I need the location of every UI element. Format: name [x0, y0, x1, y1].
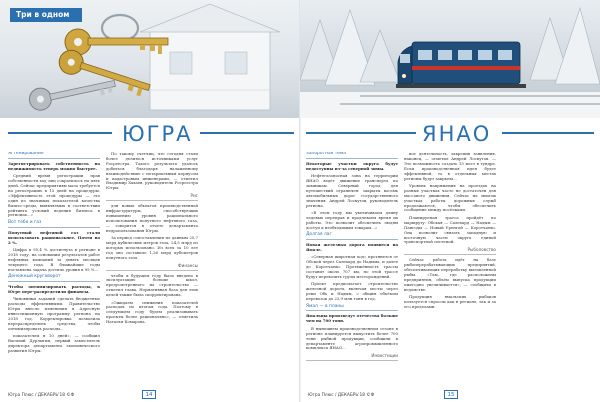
page-footer [0, 390, 300, 400]
body-paragraph: Средний время регистрации прав собственности ход лиц сократилось на пять дней. Сейчас предприятиям мало требуется на регистрацию в 15 дней на процедуры. «Эффективность этой процедуры — это один из значимых показателей качества бизнес-среды, выявляемых в соответствии рейтинга условий ведения бизнеса в регионах...» [8, 173, 100, 218]
region-banner-left [0, 118, 300, 148]
page-number: 14 [142, 390, 156, 399]
article-column [404, 152, 496, 388]
article-lead: Ямальцы произведут отечества больше чем на 700 тонн. [306, 313, 398, 324]
section-rubric: Инвестиции [306, 354, 398, 361]
body-paragraph: В нынешнем производственном сезоне в регионе планируется выпустить более 700 тонн рыбной продукции, сообщили в департаменте агропромышленного комплекса ЯНАО... [306, 325, 398, 351]
footer-info: Югра Плюс / ДЕКАБРЬ'18 ©Ф [308, 393, 375, 398]
page-right [300, 0, 600, 402]
section-rubric: Денежный круговорот [8, 275, 100, 282]
section-rubric: Ямал — в планы [306, 305, 398, 312]
article-column [204, 152, 296, 388]
section-tag: Три в одном [10, 8, 82, 22]
banner-line [306, 132, 416, 134]
body-paragraph: Планируемая трасса пройдёт по маршруту: Обская — Салехард — Надым — Пангоды — Новый Уренгой — Коротчаево. Она позволит связать западную и восточную части округа единой транспортной системой. [404, 214, 496, 245]
body-paragraph: «Ожидаем снижения показателей расходов по итогам года. Поэтому в следующем году будем реализовывать проекты более рационально», — отметила Наталья Комарова. [106, 299, 198, 325]
train-photo [300, 0, 600, 118]
region-title: ЮГРА [122, 122, 193, 146]
section-rubric: Вот тебе и газ [8, 221, 100, 228]
body-paragraph: «В этом году мы увеличиваем длину ледовых переправ и продлеваем время их работы. Это позволит обеспечить людям доступ к необходимым товарам...» [306, 210, 398, 230]
body-paragraph: показателем в 10 дней», — сообщил Василий Дурлыгин, первый заместитель директора департамента экономического развития Югры. [8, 333, 100, 353]
article-column [8, 152, 100, 388]
article-lead: Попутный нефтяной газ стали использовать рациональнее. Почти на 2 %. [8, 229, 100, 245]
body-paragraph: Проект предполагает строительство железной дороги, включая мосты через реки Обь и Надым, с общим объёмом перевозок до 23,9 млн тонн в год. [306, 281, 398, 302]
section-rubric: Рыболовство [404, 248, 496, 255]
article-column [106, 152, 198, 388]
body-paragraph: Нефтегазоносная зона на территории ЯНАО ведёт движение транспорта по зимникам. Северный город для путешествий ограничен: закрыты восемь автомобильных дорог государственного значения. Андрей Лоскутов, руководитель региона. [306, 173, 398, 208]
body-paragraph: Цифра в 95,4 % достигнута в регионе в 2018 году, на основании результатов работ нефтяных компаний за девять месяцев текущего года. В ближайшие годы поставлена задача достичь уровня в 95 %... [8, 247, 100, 272]
winter-train-illustration [300, 0, 600, 118]
banner-line [200, 132, 294, 134]
page-footer [300, 390, 600, 400]
body-paragraph: вое деятельность, закрепив заявления, наконец, — отметил Андрей Лоскутов. — Это возможность создать 15 мест в тундре. Если производственная идея будет эффективной, то в отдельных местах регионы будут закрыты... [404, 152, 496, 181]
article-lead: Чтобы оптимизировать расходы, в Югре пере-распределили финансы. [8, 283, 100, 294]
body-paragraph: Продукция ямальских рыбаков пользуется спросом как в регионе, так и за его пределами. [404, 294, 496, 309]
article-lead: Некоторые участки округа будут недоступны из-за северной зимы. [306, 160, 398, 171]
article-lead: Зарегистрировать собственность на недвижимость теперь можно быстрее. [8, 160, 100, 171]
body-paragraph: «Северная широтная ход» протянется от Обской через Салехард до Надыма, и далее до Коротчаево. Протяжённость трассы составит около 707 км, по этой трассе будут перевозить грузы месторождений. [306, 254, 398, 280]
body-paragraph: чтобы в будущем году было введено в эксплуатацию больше школ, предусмотренного на строительство — отметил глава. Нормативная база для этих целей также была скорректирована. [106, 272, 198, 298]
article-column [502, 152, 594, 388]
banner-line [8, 132, 112, 134]
section-rubric: Финансы [106, 264, 198, 271]
region-title: ЯНАО [422, 122, 492, 146]
body-paragraph: Уровень напряжения на проездах на разных участках часто не достаточен для массового движения. Сейчас на многих участках работы дорожных служб продолжаются, чтобы обеспечить сообщение между посёлками. [404, 182, 496, 213]
body-paragraph: Чиновники заданий сделать бюджетные расходы эффективными. Правительство Югры внесло изменения в Адресную инвестиционную программу региона на 2018 год. Корректировка позволила перераспределить средства, чтобы оптимизировать расходы... [8, 296, 100, 331]
section-rubric: Запоротная тема [306, 152, 398, 159]
section-rubric: Ягтенирование [8, 152, 100, 159]
body-paragraph: для новых объектов производственной инфраструктуры, способствующих повышению уровня рационального использования попутного нефтяного газа, — говорится в отчете департамента недропользования Югры. [106, 203, 198, 233]
article-lead: Новая железная дорога появится на Ямале. [306, 242, 398, 252]
body-paragraph: За период сопоставления по данным 25,7 млрд кубических метров газа, 24,5 млрд из которых использовано. Из всех за 10 лет год оно составило 1,26 млрд кубометров попутного газа. [106, 235, 198, 260]
section-rubric: Рис [106, 194, 198, 201]
footer-info: Югра Плюс / ДЕКАБРЬ'18 ©Ф [8, 393, 75, 398]
region-banner-right [300, 118, 600, 148]
article-column [306, 152, 398, 388]
banner-line [502, 132, 594, 134]
body-paragraph: По такому счетчиц, что сегодня стали более делиться источниками услуг Росреестра. Такого результата удалось добиться благодаря налаженному взаимодействию с нотариальным корпусом и кадастровым инженерами, — отметил Владимир Хахаев, руководитель Росреестра Югры. [106, 152, 198, 191]
keys-photo [0, 0, 300, 118]
page-number: 15 [444, 390, 458, 399]
body-paragraph: Сейчас работа идёт на базе рыбоперерабатывающих предприятий, обеспечивающих переработку выловленной рыбы. «Там, где расположены предприятия, объём выпуска продукции ежегодно увеличивается», — сообщили в ведомстве. [404, 257, 496, 292]
section-rubric: Долгая лаг [306, 233, 398, 240]
